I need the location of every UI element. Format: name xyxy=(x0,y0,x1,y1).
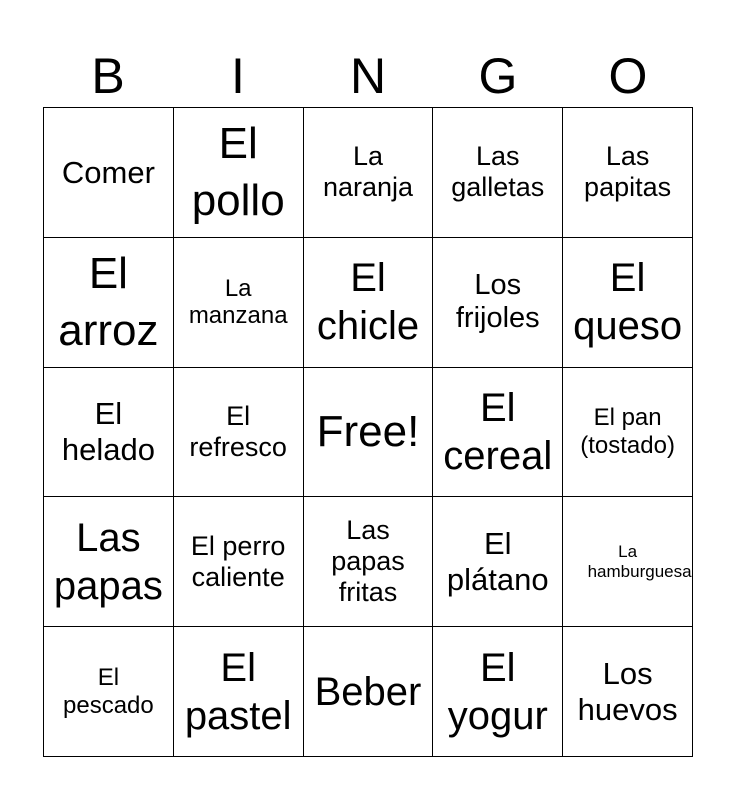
cell-text: La manzana xyxy=(188,274,288,330)
cell-text: Las papas xyxy=(53,515,163,608)
cell-text: Comer xyxy=(61,154,155,190)
cell-text: Las papas fritas xyxy=(331,515,405,608)
bingo-cell[interactable] xyxy=(433,108,563,238)
bingo-cell[interactable] xyxy=(174,368,304,498)
cell-text: Beber xyxy=(314,669,422,714)
bingo-header xyxy=(43,46,693,106)
bingo-cell[interactable] xyxy=(174,108,304,238)
bingo-cell[interactable] xyxy=(304,368,434,498)
cell-text: El pescado xyxy=(63,664,154,719)
cell-text: Free! xyxy=(316,406,420,456)
bingo-cell[interactable] xyxy=(174,627,304,757)
cell-text: La hamburguesa xyxy=(587,542,692,581)
bingo-cell[interactable] xyxy=(304,238,434,368)
cell-text: El refresco xyxy=(189,400,287,462)
bingo-cell[interactable] xyxy=(563,497,693,627)
bingo-cell[interactable] xyxy=(563,238,693,368)
bingo-cell[interactable] xyxy=(174,238,304,368)
cell-text: El yogur xyxy=(447,645,548,738)
bingo-cell[interactable] xyxy=(44,627,174,757)
bingo-cell[interactable] xyxy=(304,108,434,238)
bingo-cell[interactable] xyxy=(304,497,434,627)
cell-text: Los huevos xyxy=(577,655,678,727)
bingo-cell[interactable] xyxy=(563,108,693,238)
bingo-cell[interactable] xyxy=(304,627,434,757)
cell-text: El arroz xyxy=(58,249,159,356)
cell-text: El perro caliente xyxy=(190,530,286,592)
header-letter-o: O xyxy=(608,48,648,104)
cell-text: La naranja xyxy=(322,141,414,203)
cell-text: El helado xyxy=(61,396,155,467)
bingo-cell[interactable] xyxy=(433,497,563,627)
bingo-cell[interactable] xyxy=(44,108,174,238)
cell-text: Las papitas xyxy=(584,141,672,203)
cell-text: Los frijoles xyxy=(455,268,540,335)
header-letter-b: B xyxy=(91,48,125,104)
bingo-cell[interactable] xyxy=(433,368,563,498)
cell-text: El queso xyxy=(573,256,683,349)
bingo-cell[interactable] xyxy=(563,627,693,757)
bingo-cell[interactable] xyxy=(174,497,304,627)
bingo-cell[interactable] xyxy=(44,238,174,368)
cell-text: Las galletas xyxy=(451,141,545,203)
cell-text: El pastel xyxy=(184,645,292,738)
header-letter-n: N xyxy=(349,48,387,104)
cell-text: El pan (tostado) xyxy=(580,404,675,459)
cell-text: El cereal xyxy=(443,385,553,478)
header-letter-g: G xyxy=(478,48,518,104)
cell-text: El chicle xyxy=(316,256,420,349)
bingo-cell[interactable] xyxy=(563,368,693,498)
bingo-cell[interactable] xyxy=(44,497,174,627)
bingo-cell[interactable] xyxy=(433,238,563,368)
bingo-cell[interactable] xyxy=(433,627,563,757)
cell-text: El plátano xyxy=(446,526,549,597)
cell-text: El pollo xyxy=(191,119,285,226)
header-letter-i: I xyxy=(231,48,245,104)
bingo-cell[interactable] xyxy=(44,368,174,498)
bingo-grid xyxy=(43,107,693,757)
